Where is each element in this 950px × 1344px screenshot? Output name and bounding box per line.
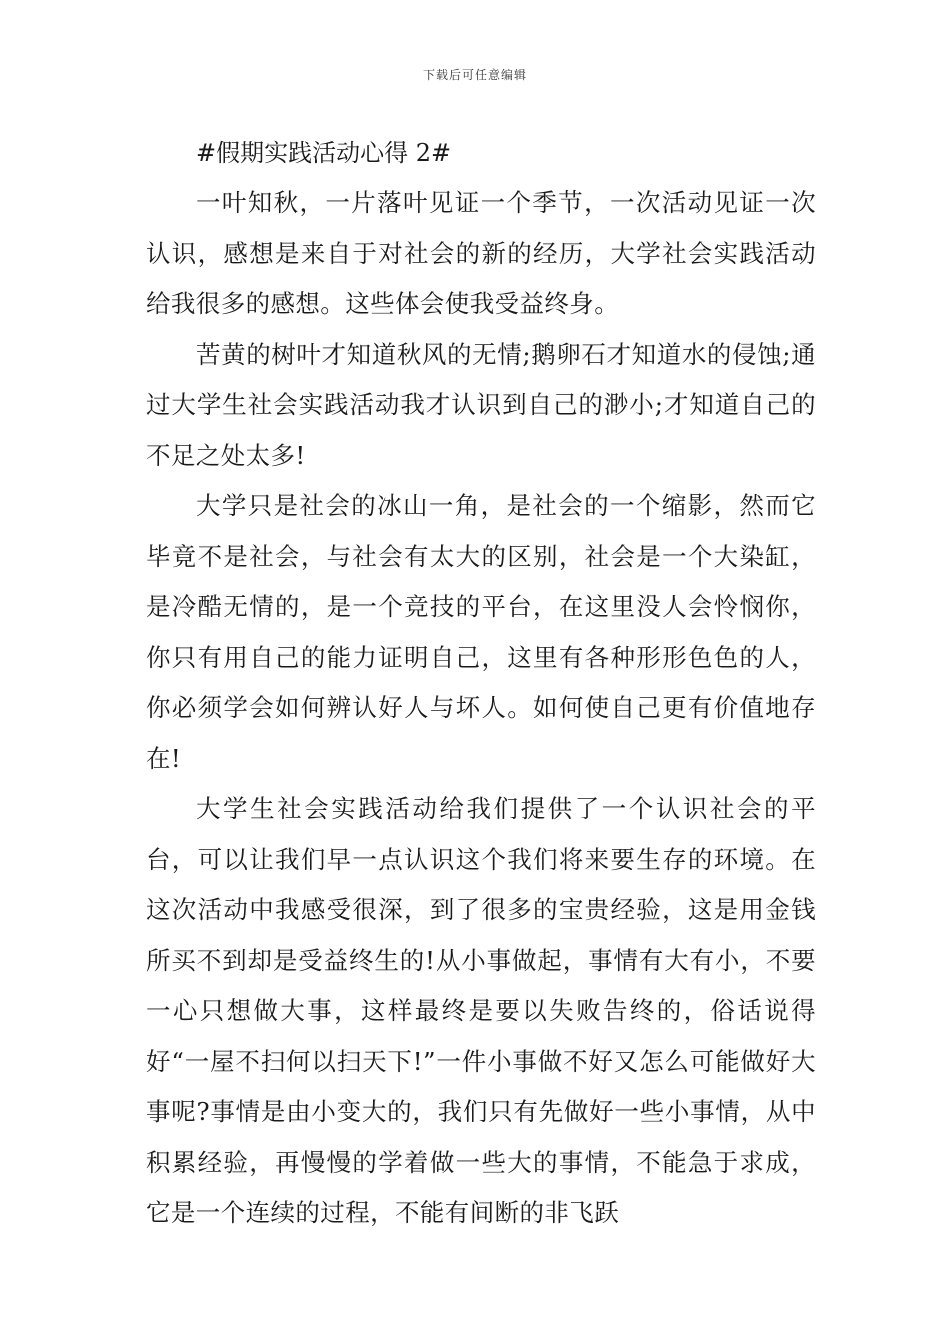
document-heading: #假期实践活动心得 2# — [196, 139, 452, 167]
document-body — [146, 128, 816, 1239]
paragraph-2: 苦黄的树叶才知道秋风的无情;鹅卵石才知道水的侵蚀;通过大学生社会实践活动我才认识到自己的渺小;才知道自己的不足之处太多! — [146, 339, 816, 470]
paragraph-3: 大学只是社会的冰山一角，是社会的一个缩影，然而它毕竟不是社会，与社会有太大的区别，社会是一个大染缸，是冷酷无情的，是一个竞技的平台，在这里没人会怜悯你，你只有用自己的能力证明自己，这里有各种形形色色的人，你必须学会如何辨认好人与坏人。如何使自己更有价值地存在! — [146, 491, 816, 773]
paragraph-4: 大学生社会实践活动给我们提供了一个认识社会的平台，可以让我们早一点认识这个我们将来要生存的环境。在这次活动中我感受很深，到了很多的宝贵经验，这是用金钱所买不到却是受益终生的!从小事做起，事情有大有小，不要一心只想做大事，这样最终是要以失败告终的，俗话说得好“一屋不扫何以扫天下!”一件小事做不好又怎么可能做好大事呢?事情是由小变大的，我们只有先做好一些小事情，从中积累经验，再慢慢的学着做一些大的事情，不能急于求成，它是一个连续的过程，不能有间断的非飞跃 — [146, 794, 816, 1227]
header-note: 下载后可任意编辑 — [422, 68, 527, 82]
paragraph-1: 一叶知秋，一片落叶见证一个季节，一次活动见证一次认识，感想是来自于对社会的新的经历，大学社会实践活动给我很多的感想。这些体会使我受益终身。 — [146, 188, 816, 318]
